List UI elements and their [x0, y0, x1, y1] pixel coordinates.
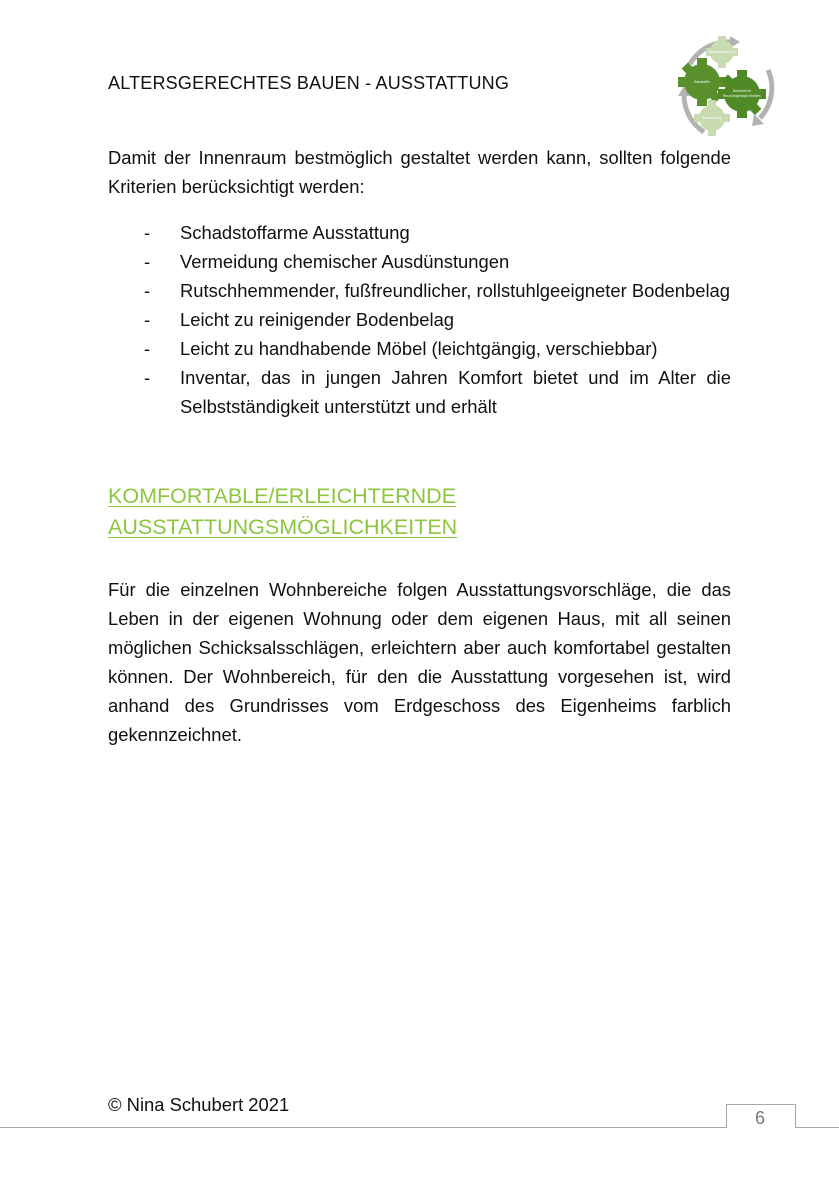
intro-paragraph: Damit der Innenraum bestmöglich gestaltet werden kann, sollten folgende Kriterien berücksichtigt werden: — [108, 147, 731, 197]
list-bullet: - — [144, 309, 151, 330]
list-bullet: - — [144, 251, 151, 272]
list-item — [108, 247, 731, 276]
svg-text:Wärmedämmung: Wärmedämmung — [708, 50, 736, 54]
svg-text:Ausstattung: Ausstattung — [702, 116, 722, 120]
list-item-text: Schadstoffarme Ausstattung — [180, 222, 410, 243]
section-heading-line: AUSSTATTUNGSMÖGLICHKEITEN — [108, 515, 458, 539]
list-item-text: Vermeidung chemischer Ausdünstungen — [180, 251, 510, 272]
list-item — [108, 218, 731, 247]
footer-copyright: © Nina Schubert 2021 — [108, 1094, 290, 1115]
section-heading-line: KOMFORTABLE/ERLEICHTERNDE — [108, 484, 457, 508]
section-paragraph: Für die einzelnen Wohnbereiche folgen Ausstattungsvorschläge, die das Leben in der eigenen Wohnung oder dem eigenen Haus, mit all seinen möglichen Schicksalsschlägen, erleichtern aber auch komfortabel gestalten können. Der Wohnbereich, für den die Ausstattung vorgesehen ist, wird anhand des Grundrisses vom Erdgeschoss des Eigenheims farblich gekennzeichnet. — [108, 579, 731, 745]
footer-divider — [0, 1127, 839, 1128]
svg-text:Baustoffe: Baustoffe — [694, 80, 710, 84]
list-item-text: Leicht zu reinigender Bodenbelag — [180, 309, 455, 330]
list-bullet: - — [144, 338, 151, 359]
list-item — [108, 276, 731, 305]
list-bullet: - — [144, 367, 151, 388]
list-item — [108, 334, 731, 363]
page-number: 6 — [754, 1108, 765, 1128]
svg-text:Recyclingmöglichkeiten: Recyclingmöglichkeiten — [723, 94, 761, 98]
list-item — [108, 305, 731, 334]
list-bullet: - — [144, 280, 151, 301]
list-item-text: Leicht zu handhabende Möbel (leichtgängig, verschiebbar) — [180, 338, 658, 359]
list-item-text: Inventar, das in jungen Jahren Komfort bietet und im Alter die Selbstständigkeit unterstützt und erhält — [180, 367, 731, 417]
svg-text:Bautechnik: Bautechnik — [733, 89, 751, 93]
criteria-list — [108, 218, 731, 421]
list-item — [108, 363, 731, 421]
section-heading — [108, 481, 731, 543]
page-header-title: ALTERSGERECHTES BAUEN - AUSSTATTUNG — [108, 73, 510, 93]
list-item-text: Rutschhemmender, fußfreundlicher, rollstuhlgeeigneter Bodenbelag — [180, 280, 731, 301]
list-bullet: - — [144, 222, 151, 243]
gears-cycle-icon — [672, 36, 780, 140]
